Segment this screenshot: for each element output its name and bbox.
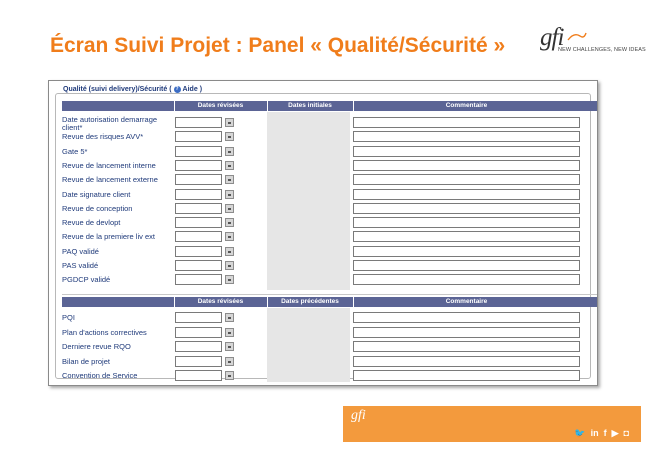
row-label: Date autorisation demarrage client* — [62, 115, 158, 132]
form-row — [62, 188, 597, 202]
date-input[interactable] — [175, 356, 222, 367]
form-row — [62, 326, 597, 340]
table1-col-dates-revisees: Dates révisées — [197, 102, 244, 109]
form-row — [62, 159, 597, 173]
table2-header — [62, 297, 597, 307]
date-input[interactable] — [175, 131, 222, 142]
row-label: Plan d'actions correctives — [62, 327, 147, 337]
comment-input[interactable] — [353, 189, 580, 200]
row-label: Revue de la premiere liv ext — [62, 232, 155, 242]
twitter-icon[interactable]: 🐦 — [574, 428, 586, 438]
footer-bar — [343, 406, 641, 442]
facebook-icon[interactable]: f — [603, 428, 607, 438]
form-row — [62, 130, 597, 144]
row-label: Revue de devlopt — [62, 218, 121, 228]
calendar-icon[interactable] — [225, 175, 234, 184]
row-label: Derniere revue RQO — [62, 342, 131, 352]
form-row — [62, 311, 597, 325]
logo-swirl-icon — [566, 30, 588, 44]
form-row — [62, 340, 597, 354]
instagram-icon[interactable]: ◘ — [623, 428, 629, 438]
row-label: Revue de lancement externe — [62, 175, 158, 185]
date-input[interactable] — [175, 160, 222, 171]
comment-input[interactable] — [353, 274, 580, 285]
form-row — [62, 369, 597, 383]
calendar-icon[interactable] — [225, 218, 234, 227]
social-links — [574, 428, 629, 438]
panel-legend-title: Qualité (suivi delivery)/Sécurité ( — [63, 86, 172, 93]
footer-gfi-logo: gfi — [351, 408, 366, 423]
table2-col-dates-precedentes: Dates précédentes — [281, 298, 339, 305]
calendar-icon[interactable] — [225, 161, 234, 170]
comment-input[interactable] — [353, 174, 580, 185]
form-row — [62, 216, 597, 230]
form-row — [62, 273, 597, 287]
row-label: Date signature client — [62, 189, 131, 199]
comment-input[interactable] — [353, 312, 580, 323]
date-input[interactable] — [175, 203, 222, 214]
comment-input[interactable] — [353, 160, 580, 171]
gfi-logo — [540, 24, 646, 60]
row-label: Revue de conception — [62, 203, 133, 213]
date-input[interactable] — [175, 370, 222, 381]
comment-input[interactable] — [353, 203, 580, 214]
calendar-icon[interactable] — [225, 190, 234, 199]
row-label: PQI — [62, 313, 75, 322]
date-input[interactable] — [175, 341, 222, 352]
row-label: PAQ validé — [62, 246, 99, 256]
form-row — [62, 145, 597, 159]
table1-col-dates-initiales: Dates initiales — [288, 102, 332, 109]
date-input[interactable] — [175, 174, 222, 185]
date-input[interactable] — [175, 117, 222, 128]
table2-col-commentaire: Commentaire — [445, 298, 488, 305]
row-label: PGDCP validé — [62, 275, 111, 285]
calendar-icon[interactable] — [225, 313, 234, 322]
date-input[interactable] — [175, 274, 222, 285]
table1-header — [62, 101, 597, 111]
row-label: Bilan de projet — [62, 356, 110, 366]
panel-legend-close: ) — [199, 86, 203, 93]
comment-input[interactable] — [353, 370, 580, 381]
form-row — [62, 116, 597, 130]
date-input[interactable] — [175, 231, 222, 242]
calendar-icon[interactable] — [225, 132, 234, 141]
comment-input[interactable] — [353, 246, 580, 257]
calendar-icon[interactable] — [225, 247, 234, 256]
form-row — [62, 230, 597, 244]
date-input[interactable] — [175, 327, 222, 338]
calendar-icon[interactable] — [225, 261, 234, 270]
comment-input[interactable] — [353, 146, 580, 157]
calendar-icon[interactable] — [225, 204, 234, 213]
comment-input[interactable] — [353, 217, 580, 228]
calendar-icon[interactable] — [225, 328, 234, 337]
date-input[interactable] — [175, 189, 222, 200]
date-input[interactable] — [175, 260, 222, 271]
table1-col-commentaire: Commentaire — [445, 102, 488, 109]
gfi-logo-text: gfi — [540, 24, 564, 51]
form-row — [62, 173, 597, 187]
section-divider — [62, 294, 597, 295]
form-row — [62, 202, 597, 216]
row-label: Revue de lancement interne — [62, 160, 156, 170]
row-label: Gate 5* — [62, 146, 88, 156]
row-label: Convention de Service — [62, 371, 138, 381]
calendar-icon[interactable] — [225, 232, 234, 241]
row-label: PAS validé — [62, 261, 99, 270]
help-icon[interactable]: ? — [175, 86, 179, 92]
form-row — [62, 355, 597, 369]
calendar-icon[interactable] — [225, 147, 234, 156]
comment-input[interactable] — [353, 117, 580, 128]
row-label: Revue des risques AVV* — [62, 132, 144, 142]
comment-input[interactable] — [353, 260, 580, 271]
comment-input[interactable] — [353, 341, 580, 352]
calendar-icon[interactable] — [225, 371, 234, 380]
comment-input[interactable] — [353, 327, 580, 338]
date-input[interactable] — [175, 246, 222, 257]
gfi-logo-tagline: NEW CHALLENGES, NEW IDEAS — [558, 47, 646, 53]
calendar-icon[interactable] — [225, 357, 234, 366]
form-row — [62, 259, 597, 273]
table2-col-dates-revisees: Dates révisées — [197, 298, 244, 305]
comment-input[interactable] — [353, 231, 580, 242]
calendar-icon[interactable] — [225, 118, 234, 127]
calendar-icon[interactable] — [225, 275, 234, 284]
youtube-icon[interactable]: ▶ — [611, 428, 619, 438]
help-link[interactable]: Aide — [182, 86, 198, 93]
comment-input[interactable] — [353, 356, 580, 367]
comment-input[interactable] — [353, 131, 580, 142]
form-row — [62, 245, 597, 259]
panel-legend — [61, 86, 204, 93]
date-input[interactable] — [175, 312, 222, 323]
slide-title: Écran Suivi Projet : Panel « Qualité/Sécurité » — [50, 34, 506, 57]
calendar-icon[interactable] — [225, 342, 234, 351]
date-input[interactable] — [175, 146, 222, 157]
linkedin-icon[interactable]: in — [590, 428, 599, 438]
date-input[interactable] — [175, 217, 222, 228]
